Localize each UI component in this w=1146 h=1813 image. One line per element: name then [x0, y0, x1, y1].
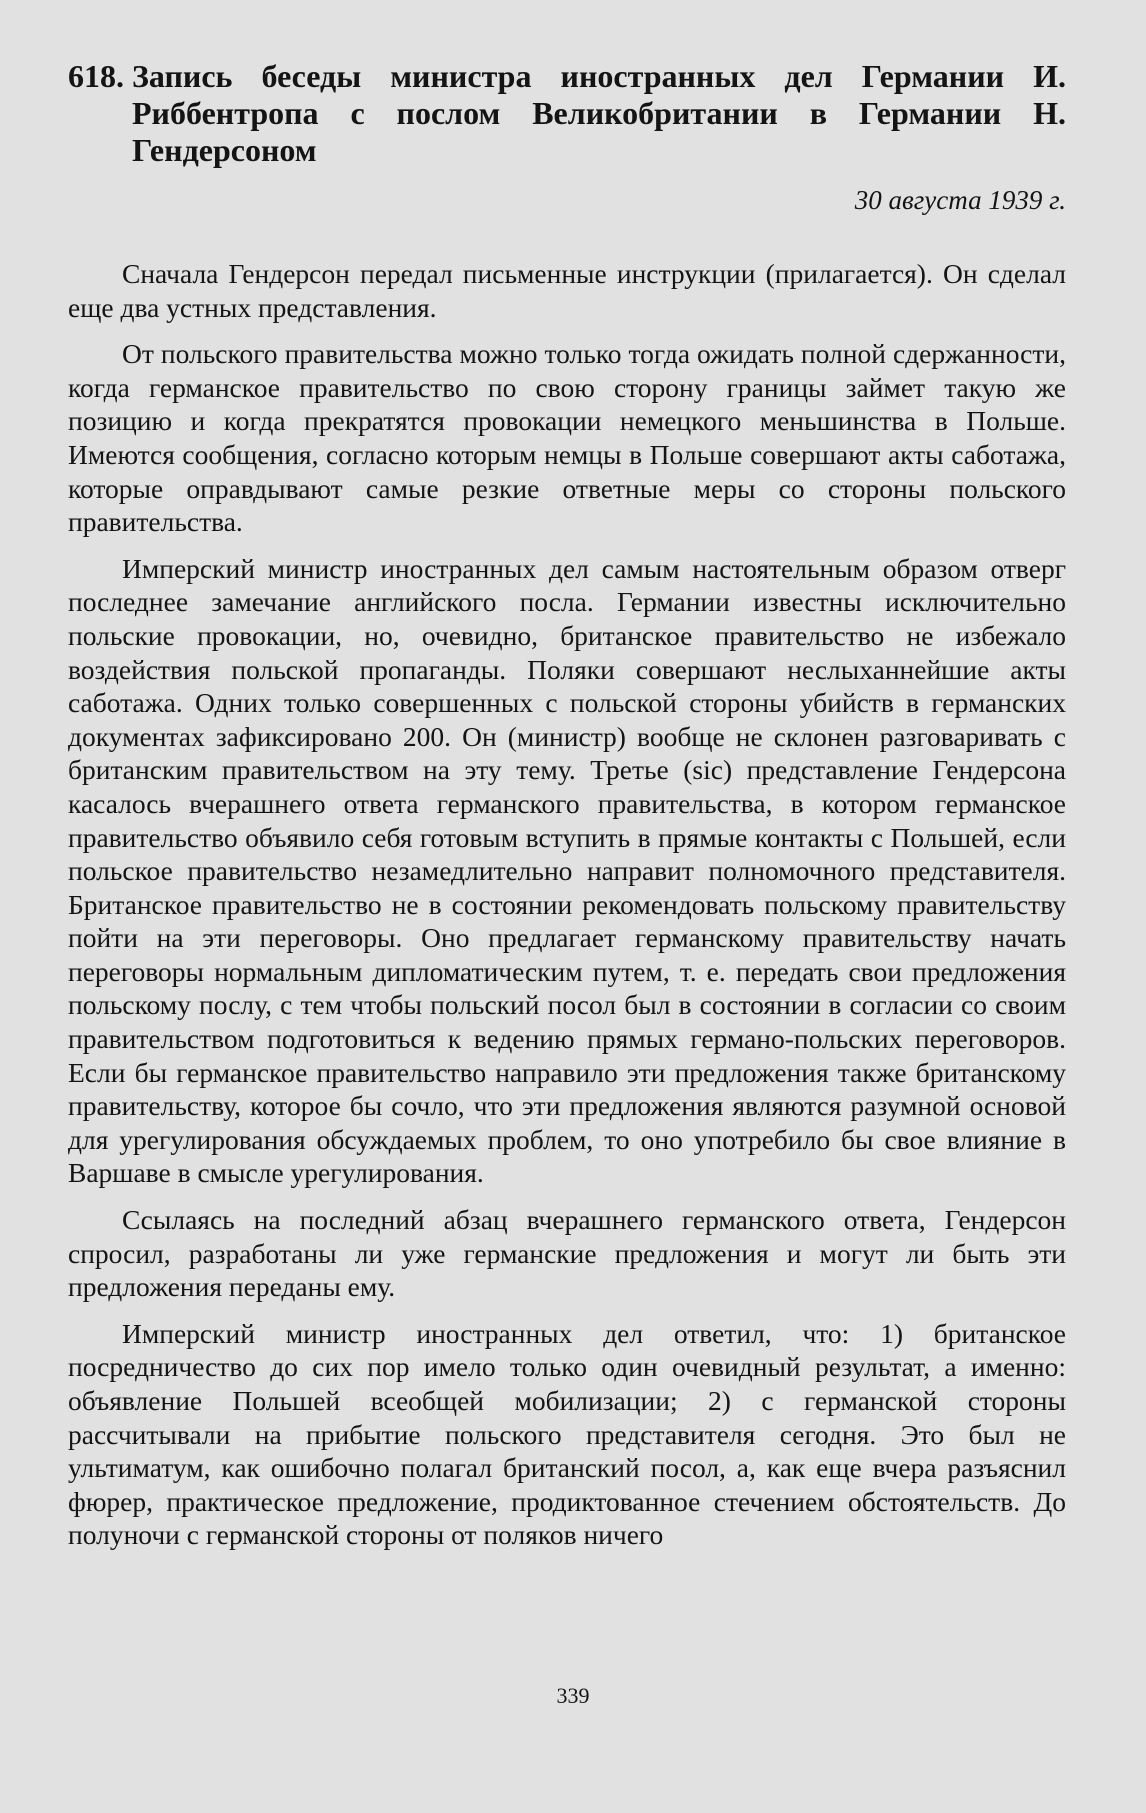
document-date: 30 августа 1939 г. [854, 185, 1066, 215]
paragraph-4: Ссылаясь на последний абзац вчерашнего германского ответа, Гендерсон спросил, разработаны ли уже германские предложения и могут ли быть эти предложения переданы ему. [68, 1204, 1066, 1303]
document-number: 618. [68, 58, 124, 94]
document-heading [68, 58, 1066, 169]
paragraph-2: От польского правительства можно только тогда ожидать полной сдержанности, когда германское правительство по свою сторону границы займет такую же позицию и когда прекратятся провокации немецкого меньшинства в Польше. Имеются сообщения, согласно которым немцы в Польше совершают акты саботажа, которые оправдывают самые резкие ответные меры со стороны польского правительства. [68, 338, 1066, 538]
paragraph-3: Имперский министр иностранных дел самым настоятельным образом отверг последнее замечание английского посла. Германии известны исключительно польские провокации, но, очевидно, британское правительство не избежало воздействия польской пропаганды. Поляки совершают неслыханнейшие акты саботажа. Одних только совершенных с польской стороны убийств в германских документах зафиксировано 200. Он (министр) вообще не склонен разговаривать с британским правительством на эту тему. Третье (sic) представление Гендерсона касалось вчерашнего ответа германского правительства, в котором германское правительство объявило себя готовым вступить в прямые контакты с Польшей, если польское правительство незамедлительно направит полномочного представителя. Британское правительство не в состоянии рекомендовать польскому правительству пойти на эти переговоры. Оно предлагает германскому правительству начать переговоры нормальным дипломатическим путем, т. е. передать свои предложения польскому послу, с тем чтобы польский посол был в состоянии в согласии со своим правительством подготовиться к ведению прямых германо-польских переговоров. Если бы германское правительство направило эти предложения также британскому правительству, которое бы сочло, что эти предложения являются разумной основой для урегулирования обсуждаемых проблем, то оно употребило бы свое влияние в Варшаве в смысле урегулирования. [68, 552, 1066, 1189]
page-number: 339 [556, 1683, 590, 1708]
page-content [68, 58, 1066, 1565]
paragraph-5: Имперский министр иностранных дел ответил, что: 1) британское посредничество до сих пор имело только один очевидный результат, а именно: объявление Польшей всеобщей мобилизации; 2) с германской стороны рассчитывали на прибытие польского представителя сегодня. Это был не ультиматум, как ошибочно полагал британский посол, а, как еще вчера разъяснил фюрер, практическое предложение, продиктованное стечением обстоятельств. До полуночи с германской стороны от поляков ничего [68, 1317, 1066, 1551]
paragraph-1: Сначала Гендерсон передал письменные инструкции (прилагается). Он сделал еще два устных представления. [68, 258, 1066, 323]
document-title: Запись беседы министра иностранных дел Германии И. Риббентропа с послом Великобритании в Германии Н. Гендерсоном [132, 58, 1066, 168]
